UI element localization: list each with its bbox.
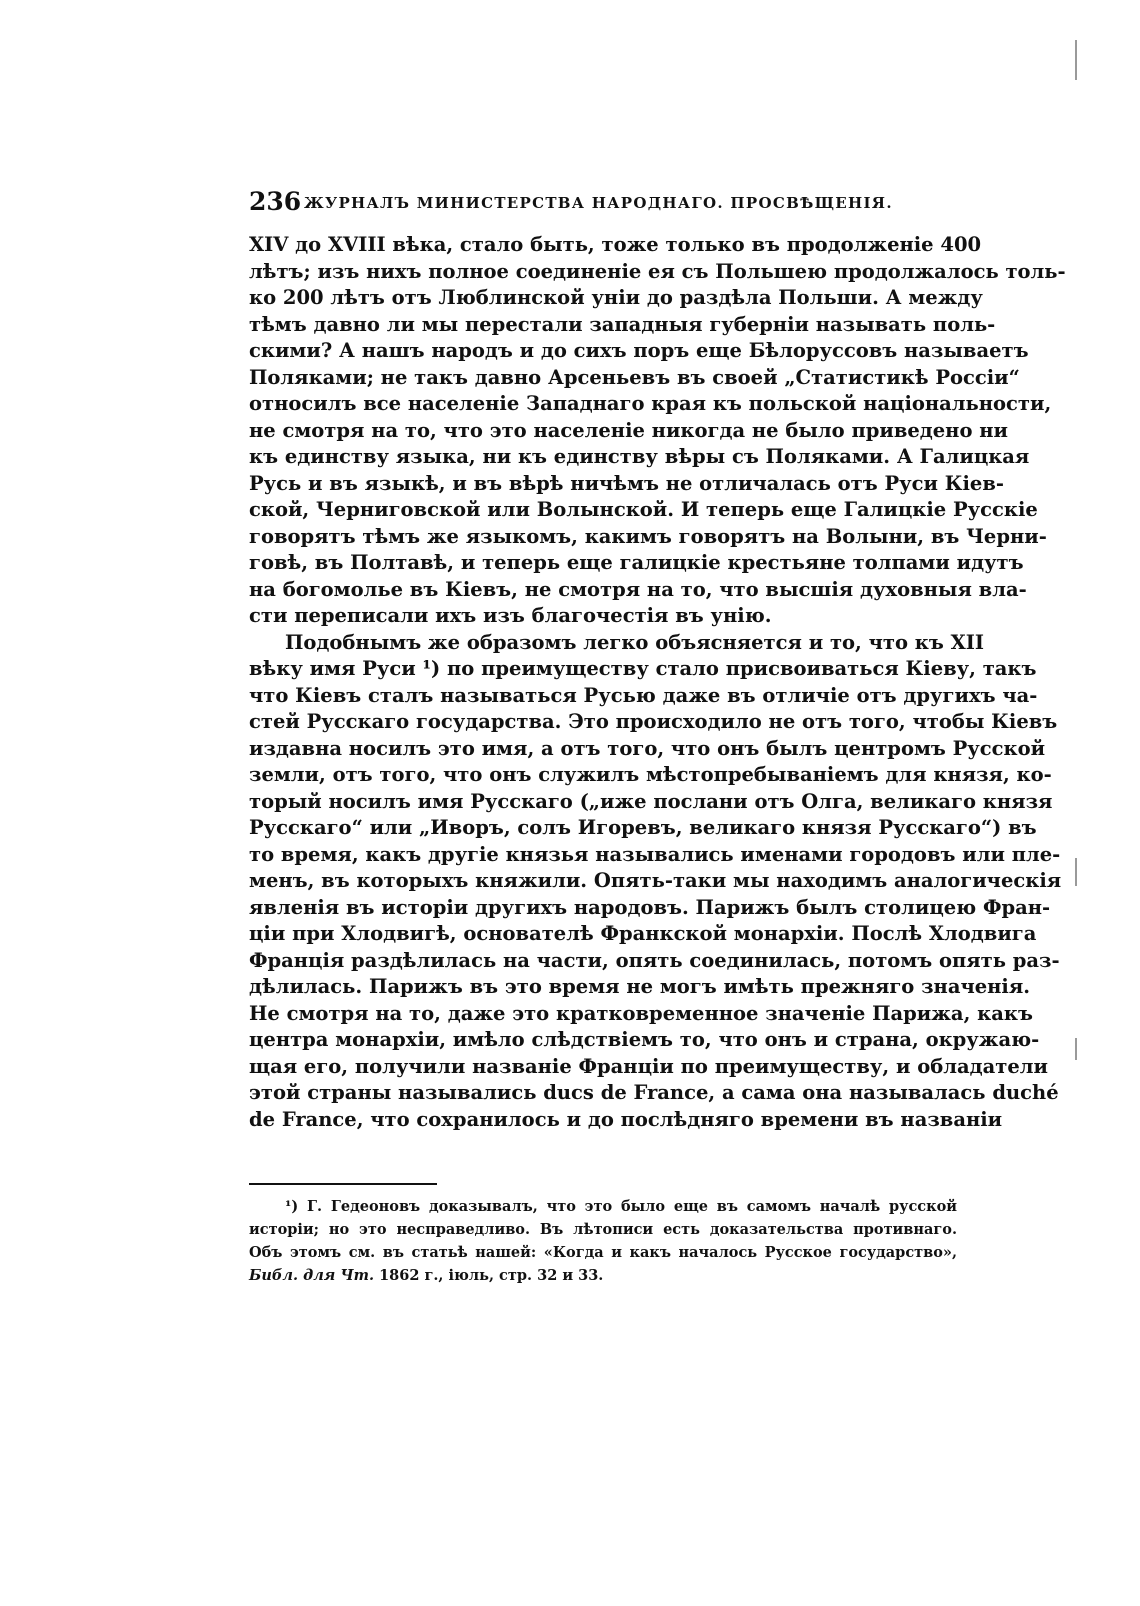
text-line: Подобнымъ же образомъ легко объясняется и то, что къ XII <box>285 630 984 654</box>
text-line: то время, какъ другіе князья назывались именами городовъ или пле- <box>249 842 1061 866</box>
text-line: торый носилъ имя Русскаго („иже послани отъ Олга, великаго князя <box>249 789 1053 813</box>
text-line: менъ, въ которыхъ княжили. Опять-таки мы находимъ аналогическія <box>249 869 1062 892</box>
text-line: ко 200 лѣтъ отъ Люблинской уніи до раздѣла Польши. А между <box>249 286 983 309</box>
text-line: сти переписали ихъ изъ благочестія въ унію. <box>249 604 772 627</box>
footnote-line: ¹) Г. Гедеоновъ доказывалъ, что это было еще въ самомъ началѣ русской <box>285 1198 957 1215</box>
running-title: ЖУРНАЛЪ МИНИСТЕРСТВА НАРОДНАГО. ПРОСВѢЩЕНІЯ. <box>304 194 893 212</box>
text-line: Франція раздѣлилась на части, опять соединилась, потомъ опять раз- <box>249 948 1060 972</box>
text-line: этой страны назывались ducs de France, а сама она называлась duché <box>249 1081 1059 1104</box>
footnote-source-details: 1862 г., іюль, стр. 32 и 33. <box>374 1267 604 1284</box>
text-line: Русскаго“ или „Иворъ, солъ Игоревъ, великаго князя Русскаго“) въ <box>249 816 1037 839</box>
footnote-line: Объ этомъ см. въ статьѣ нашей: «Когда и какъ началось Русское государство», <box>249 1244 957 1261</box>
footnote-divider <box>249 1183 437 1185</box>
text-line: явленія въ исторіи другихъ народовъ. Парижъ былъ столицею Фран- <box>249 895 1051 919</box>
text-line: тѣмъ давно ли мы перестали западныя губерніи называть поль- <box>249 312 996 336</box>
text-line: центра монархіи, имѣло слѣдствіемъ то, что онъ и страна, окружаю- <box>249 1028 1040 1051</box>
text-line: говѣ, въ Полтавѣ, и теперь еще галицкіе крестьяне толпами идутъ <box>249 551 1024 574</box>
text-line: щая его, получили названіе Франціи по преимуществу, и обладатели <box>249 1054 1048 1078</box>
text-line: скими? А нашъ народъ и до сихъ поръ еще Бѣлоруссовъ называетъ <box>249 339 1029 362</box>
text-line: издавна носилъ это имя, а отъ того, что онъ былъ центромъ Русской <box>249 736 1046 760</box>
text-line: Поляками; не такъ давно Арсеньевъ въ своей „Статистикѣ Россіи“ <box>249 365 1020 389</box>
footnote-line: исторіи; но это несправедливо. Въ лѣтописи есть доказательства противнаго. <box>249 1221 957 1238</box>
footnote-source-title: Библ. для Чт. <box>249 1267 375 1284</box>
page-number: 236 <box>249 187 302 216</box>
text-line: относилъ все населеніе Западнаго края къ польской національности, <box>249 392 1052 415</box>
scan-edge-mark <box>1075 1038 1077 1060</box>
text-line: земли, отъ того, что онъ служилъ мѣстопребываніемъ для князя, ко- <box>249 763 1052 786</box>
text-line: стей Русскаго государства. Это происходило не отъ того, чтобы Кіевъ <box>249 710 1058 733</box>
body-text <box>249 232 1066 1133</box>
text-line: вѣку имя Руси ¹) по преимуществу стало присвоиваться Кіеву, такъ <box>249 657 1037 680</box>
page-header <box>249 187 893 220</box>
text-line: ціи при Хлодвигѣ, основателѣ Франкской монархіи. Послѣ Хлодвига <box>249 922 1037 945</box>
text-line: дѣлилась. Парижъ въ это время не могъ имѣть прежняго значенія. <box>249 975 1031 998</box>
scan-edge-mark <box>1075 858 1077 886</box>
text-line: de France, что сохранилось и до послѣдняго времени въ названіи <box>249 1107 1003 1131</box>
text-line: Русь и въ языкѣ, и въ вѣрѣ ничѣмъ не отличалась отъ Руси Кіев- <box>249 471 1004 495</box>
text-line: ской, Черниговской или Волынской. И теперь еще Галицкіе Русскіе <box>249 498 1038 521</box>
footnote-line <box>249 1264 957 1287</box>
footnote <box>249 1195 957 1287</box>
text-line: говорятъ тѣмъ же языкомъ, какимъ говорятъ на Волыни, въ Черни- <box>249 524 1047 548</box>
text-line: XIV до XVIII вѣка, стало быть, тоже только въ продолженіе 400 <box>249 233 982 256</box>
text-line: что Кіевъ сталъ называться Русью даже въ отличіе отъ другихъ ча- <box>249 683 1038 707</box>
text-line: Не смотря на то, даже это кратковременное значеніе Парижа, какъ <box>249 1001 1033 1025</box>
text-line: къ единству языка, ни къ единству вѣры съ Поляками. А Галицкая <box>249 445 1030 468</box>
text-line: не смотря на то, что это населеніе никогда не было приведено ни <box>249 418 1008 442</box>
text-line: на богомолье въ Кіевъ, не смотря на то, что высшія духовныя вла- <box>249 577 1027 601</box>
scan-edge-mark <box>1075 40 1077 80</box>
text-line: лѣтъ; изъ нихъ полное соединеніе ея съ Польшею продолжалось толь- <box>249 259 1066 283</box>
